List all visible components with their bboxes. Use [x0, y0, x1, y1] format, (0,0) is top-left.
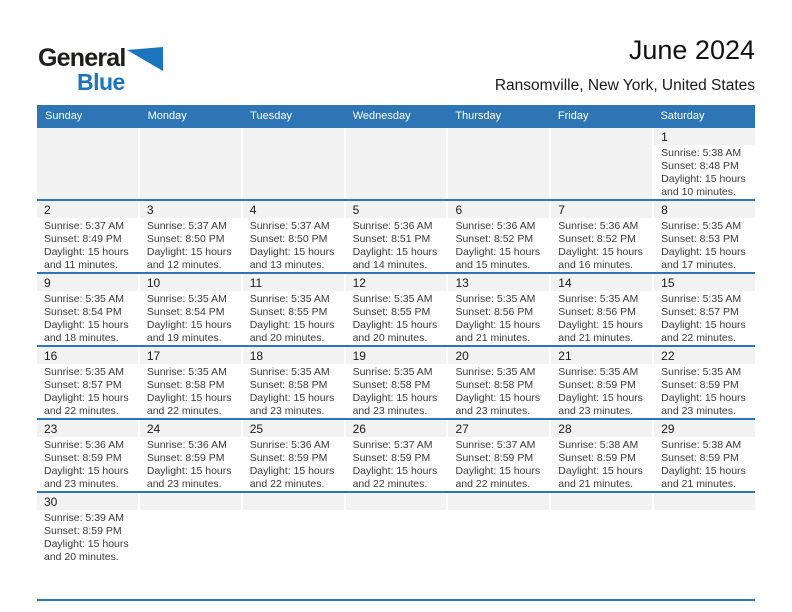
day-details: [654, 437, 755, 491]
day-number: 17: [146, 348, 161, 363]
day-cell-empty: [448, 128, 549, 199]
sunrise-text: Sunrise: 5:35 AM: [44, 366, 124, 378]
sunset-text: Sunset: 8:59 PM: [44, 452, 122, 464]
logo-text-general: General: [38, 44, 126, 72]
day-number-band: [37, 493, 138, 510]
day-number-band: [551, 128, 652, 145]
sunset-text: Sunset: 8:58 PM: [249, 379, 328, 391]
day-details: [37, 291, 138, 345]
weekday-header-monday: Monday: [147, 109, 187, 122]
daylight-text: Daylight: 15 hours: [44, 319, 129, 331]
daylight-text: and 10 minutes.: [661, 186, 736, 198]
day-cell-23[interactable]: [37, 420, 138, 491]
sunrise-text: Sunrise: 5:37 AM: [455, 439, 536, 451]
day-cell-20[interactable]: [448, 347, 549, 418]
day-cell-empty: [37, 128, 138, 199]
day-number: 16: [44, 348, 58, 363]
week-row-6: [37, 491, 755, 601]
day-details: [140, 218, 241, 272]
day-number-band: [448, 201, 549, 218]
day-number-band: [654, 420, 755, 437]
day-number-band: [654, 201, 755, 218]
daylight-text: Daylight: 15 hours: [455, 465, 541, 477]
day-number-band: [243, 493, 344, 510]
day-cell-28[interactable]: [551, 420, 652, 491]
day-cell-30[interactable]: [37, 493, 138, 599]
day-cell-6[interactable]: [448, 201, 549, 272]
logo-triangle-icon: [127, 47, 163, 78]
calendar-table: [37, 105, 755, 601]
sunset-text: Sunset: 8:59 PM: [661, 452, 739, 464]
daylight-text: and 11 minutes.: [44, 259, 118, 271]
daylight-text: Daylight: 15 hours: [146, 319, 232, 331]
day-number: 1: [661, 129, 668, 144]
weekday-header-wednesday: Wednesday: [352, 109, 411, 122]
day-details: [346, 364, 447, 418]
day-cell-25[interactable]: [243, 420, 344, 491]
sunset-text: Sunset: 8:53 PM: [661, 233, 739, 245]
sunrise-text: Sunrise: 5:35 AM: [146, 293, 227, 305]
day-number-band: [346, 274, 447, 291]
week-row-2: [37, 199, 755, 272]
day-details: [551, 437, 652, 491]
day-cell-empty: [346, 128, 447, 199]
day-cell-empty: [654, 493, 755, 599]
day-details: [448, 364, 549, 418]
week-row-1: [37, 126, 755, 199]
daylight-text: and 16 minutes.: [558, 259, 634, 271]
daylight-text: and 23 minutes.: [558, 405, 634, 417]
sunset-text: Sunset: 8:55 PM: [352, 306, 431, 318]
sunrise-text: Sunrise: 5:35 AM: [661, 293, 742, 305]
weekday-header-thursday: Thursday: [455, 109, 502, 122]
day-number: 9: [44, 275, 51, 290]
day-number: 7: [558, 202, 565, 217]
day-cell-15[interactable]: [654, 274, 755, 345]
daylight-text: and 15 minutes.: [455, 259, 531, 271]
day-cell-19[interactable]: [346, 347, 447, 418]
daylight-text: Daylight: 15 hours: [352, 319, 438, 331]
daylight-text: and 22 minutes.: [352, 478, 428, 490]
day-number-band: [140, 201, 241, 218]
sunset-text: Sunset: 8:49 PM: [44, 233, 122, 245]
day-number: 20: [455, 348, 469, 363]
daylight-text: and 22 minutes.: [455, 478, 531, 490]
day-cell-empty: [346, 493, 447, 599]
daylight-text: Daylight: 15 hours: [352, 465, 438, 477]
sunset-text: Sunset: 8:55 PM: [249, 306, 328, 318]
day-details: [448, 291, 549, 345]
sunrise-text: Sunrise: 5:35 AM: [558, 366, 639, 378]
daylight-text: Daylight: 15 hours: [44, 538, 129, 550]
day-cell-3[interactable]: [140, 201, 241, 272]
day-number-band: [37, 274, 138, 291]
daylight-text: Daylight: 15 hours: [558, 465, 643, 477]
day-number: 12: [352, 275, 366, 290]
sunrise-text: Sunrise: 5:36 AM: [558, 220, 639, 232]
sunset-text: Sunset: 8:58 PM: [352, 379, 431, 391]
sunrise-text: Sunrise: 5:36 AM: [352, 220, 433, 232]
daylight-text: and 17 minutes.: [661, 259, 736, 271]
week-row-3: [37, 272, 755, 345]
day-cell-11[interactable]: [243, 274, 344, 345]
day-cell-16[interactable]: [37, 347, 138, 418]
day-details: [654, 218, 755, 272]
day-cell-empty: [140, 493, 241, 599]
week-row-4: [37, 345, 755, 418]
daylight-text: and 20 minutes.: [249, 332, 325, 344]
day-number-band: [243, 201, 344, 218]
day-cell-8[interactable]: [654, 201, 755, 272]
sunrise-text: Sunrise: 5:36 AM: [249, 439, 330, 451]
day-number: 2: [44, 202, 51, 217]
daylight-text: and 14 minutes.: [352, 259, 428, 271]
day-number-band: [346, 493, 447, 510]
day-number-band: [243, 420, 344, 437]
sunrise-text: Sunrise: 5:35 AM: [352, 366, 433, 378]
day-number-band: [448, 420, 549, 437]
day-cell-29[interactable]: [654, 420, 755, 491]
daylight-text: Daylight: 15 hours: [249, 246, 335, 258]
daylight-text: Daylight: 15 hours: [558, 246, 643, 258]
sunset-text: Sunset: 8:58 PM: [146, 379, 225, 391]
sunset-text: Sunset: 8:59 PM: [558, 379, 636, 391]
daylight-text: Daylight: 15 hours: [661, 173, 746, 185]
day-number-band: [243, 128, 344, 145]
day-number: 13: [455, 275, 469, 290]
sunrise-text: Sunrise: 5:38 AM: [661, 147, 742, 159]
daylight-text: and 21 minutes.: [661, 478, 736, 490]
day-number-band: [551, 420, 652, 437]
day-cell-14[interactable]: [551, 274, 652, 345]
daylight-text: and 20 minutes.: [44, 551, 119, 563]
day-cell-21[interactable]: [551, 347, 652, 418]
day-details: [37, 437, 138, 491]
logo-text-blue: Blue: [77, 69, 125, 95]
day-details: [346, 291, 447, 345]
day-number: 3: [146, 202, 154, 217]
day-details: [37, 218, 138, 272]
day-number-band: [37, 128, 138, 145]
daylight-text: Daylight: 15 hours: [661, 392, 746, 404]
daylight-text: and 22 minutes.: [146, 405, 222, 417]
daylight-text: Daylight: 15 hours: [455, 319, 541, 331]
day-cell-empty: [140, 128, 241, 199]
day-cell-17[interactable]: [140, 347, 241, 418]
sunset-text: Sunset: 8:54 PM: [44, 306, 122, 318]
day-number-band: [448, 128, 549, 145]
day-number-band: [346, 347, 447, 364]
day-number: 30: [44, 494, 58, 509]
daylight-text: Daylight: 15 hours: [44, 246, 129, 258]
daylight-text: and 18 minutes.: [44, 332, 119, 344]
day-cell-10[interactable]: [140, 274, 241, 345]
sunrise-text: Sunrise: 5:35 AM: [352, 293, 433, 305]
daylight-text: Daylight: 15 hours: [661, 465, 746, 477]
daylight-text: Daylight: 15 hours: [352, 246, 438, 258]
day-cell-18[interactable]: [243, 347, 344, 418]
day-cell-5[interactable]: [346, 201, 447, 272]
day-number: 15: [661, 275, 675, 290]
day-cell-27[interactable]: [448, 420, 549, 491]
sunrise-text: Sunrise: 5:37 AM: [146, 220, 227, 232]
day-details: [140, 291, 241, 345]
sunrise-text: Sunrise: 5:35 AM: [455, 293, 536, 305]
sunset-text: Sunset: 8:54 PM: [146, 306, 225, 318]
day-number-band: [37, 201, 138, 218]
location-subtitle: Ransomville, New York, United States: [494, 76, 755, 94]
day-number-band: [37, 347, 138, 364]
sunrise-text: Sunrise: 5:36 AM: [44, 439, 124, 451]
day-number: 28: [558, 421, 572, 436]
daylight-text: Daylight: 15 hours: [249, 392, 335, 404]
sunset-text: Sunset: 8:52 PM: [455, 233, 534, 245]
day-number: 29: [661, 421, 675, 436]
day-number-band: [346, 420, 447, 437]
day-number-band: [551, 347, 652, 364]
daylight-text: and 12 minutes.: [146, 259, 222, 271]
daylight-text: Daylight: 15 hours: [146, 246, 232, 258]
day-number: 11: [249, 275, 263, 290]
daylight-text: and 22 minutes.: [249, 478, 325, 490]
sunrise-text: Sunrise: 5:36 AM: [455, 220, 536, 232]
sunrise-text: Sunrise: 5:35 AM: [146, 366, 227, 378]
day-number-band: [140, 274, 241, 291]
sunset-text: Sunset: 8:59 PM: [558, 452, 636, 464]
day-details: [243, 437, 344, 491]
day-number: 19: [352, 348, 366, 363]
daylight-text: and 22 minutes.: [44, 405, 119, 417]
daylight-text: Daylight: 15 hours: [661, 246, 746, 258]
day-number-band: [346, 201, 447, 218]
day-cell-7[interactable]: [551, 201, 652, 272]
day-details: [654, 291, 755, 345]
day-number-band: [448, 274, 549, 291]
day-number-band: [551, 201, 652, 218]
daylight-text: Daylight: 15 hours: [455, 392, 541, 404]
daylight-text: Daylight: 15 hours: [558, 392, 643, 404]
sunset-text: Sunset: 8:56 PM: [558, 306, 636, 318]
daylight-text: and 23 minutes.: [352, 405, 428, 417]
day-cell-12[interactable]: [346, 274, 447, 345]
week-row-5: [37, 418, 755, 491]
day-number: 26: [352, 421, 366, 436]
day-number-band: [140, 347, 241, 364]
day-details: [448, 437, 549, 491]
sunrise-text: Sunrise: 5:35 AM: [661, 220, 742, 232]
day-number: 25: [249, 421, 264, 436]
weekday-header-tuesday: Tuesday: [250, 109, 292, 122]
sunset-text: Sunset: 8:48 PM: [661, 160, 739, 172]
day-number-band: [448, 493, 549, 510]
day-number-band: [448, 347, 549, 364]
sunrise-text: Sunrise: 5:38 AM: [661, 439, 742, 451]
day-number: 14: [558, 275, 572, 290]
day-details: [346, 218, 447, 272]
day-number: 23: [44, 421, 58, 436]
day-number-band: [654, 128, 755, 145]
day-cell-1[interactable]: [654, 128, 755, 199]
daylight-text: and 23 minutes.: [146, 478, 222, 490]
sunset-text: Sunset: 8:59 PM: [249, 452, 328, 464]
daylight-text: and 21 minutes.: [558, 332, 634, 344]
sunset-text: Sunset: 8:50 PM: [249, 233, 328, 245]
sunset-text: Sunset: 8:58 PM: [455, 379, 534, 391]
sunrise-text: Sunrise: 5:35 AM: [455, 366, 536, 378]
daylight-text: and 21 minutes.: [558, 478, 634, 490]
day-number: 18: [249, 348, 264, 363]
daylight-text: and 23 minutes.: [44, 478, 119, 490]
day-number: 21: [558, 348, 572, 363]
day-cell-24[interactable]: [140, 420, 241, 491]
day-number: 6: [455, 202, 463, 217]
sunrise-text: Sunrise: 5:35 AM: [249, 366, 330, 378]
day-cell-26[interactable]: [346, 420, 447, 491]
sunset-text: Sunset: 8:56 PM: [455, 306, 534, 318]
day-number: 10: [146, 275, 161, 290]
day-cell-22[interactable]: [654, 347, 755, 418]
daylight-text: Daylight: 15 hours: [352, 392, 438, 404]
day-details: [551, 291, 652, 345]
daylight-text: Daylight: 15 hours: [44, 392, 129, 404]
weekday-header-friday: Friday: [557, 109, 589, 122]
day-details: [243, 218, 344, 272]
sunset-text: Sunset: 8:59 PM: [352, 452, 431, 464]
sunset-text: Sunset: 8:51 PM: [352, 233, 431, 245]
day-number-band: [654, 493, 755, 510]
sunset-text: Sunset: 8:59 PM: [661, 379, 739, 391]
daylight-text: and 23 minutes.: [455, 405, 531, 417]
daylight-text: Daylight: 15 hours: [661, 319, 746, 331]
day-details: [551, 364, 652, 418]
day-number-band: [654, 347, 755, 364]
day-number-band: [243, 274, 344, 291]
daylight-text: and 23 minutes.: [249, 405, 325, 417]
day-details: [243, 364, 344, 418]
daylight-text: Daylight: 15 hours: [455, 246, 541, 258]
day-cell-9[interactable]: [37, 274, 138, 345]
daylight-text: Daylight: 15 hours: [44, 465, 129, 477]
day-number-band: [140, 493, 241, 510]
sunset-text: Sunset: 8:52 PM: [558, 233, 636, 245]
day-details: [346, 437, 447, 491]
sunset-text: Sunset: 8:50 PM: [146, 233, 225, 245]
sunset-text: Sunset: 8:59 PM: [455, 452, 534, 464]
day-number-band: [37, 420, 138, 437]
daylight-text: Daylight: 15 hours: [249, 319, 335, 331]
day-details: [243, 291, 344, 345]
sunrise-text: Sunrise: 5:37 AM: [44, 220, 124, 232]
day-number: 24: [146, 421, 161, 436]
daylight-text: Daylight: 15 hours: [146, 465, 232, 477]
sunset-text: Sunset: 8:59 PM: [146, 452, 225, 464]
day-cell-empty: [243, 493, 344, 599]
sunset-text: Sunset: 8:57 PM: [661, 306, 739, 318]
weekday-header-saturday: Saturday: [660, 109, 705, 122]
day-cell-4[interactable]: [243, 201, 344, 272]
day-details: [448, 218, 549, 272]
sunrise-text: Sunrise: 5:35 AM: [661, 366, 742, 378]
day-details: [37, 510, 138, 564]
day-number-band: [346, 128, 447, 145]
day-details: [140, 437, 241, 491]
daylight-text: Daylight: 15 hours: [249, 465, 335, 477]
title-block: [495, 36, 755, 95]
day-cell-empty: [243, 128, 344, 199]
day-number: 5: [352, 202, 360, 217]
day-number-band: [140, 420, 241, 437]
sunrise-text: Sunrise: 5:38 AM: [558, 439, 639, 451]
sunrise-text: Sunrise: 5:39 AM: [44, 512, 124, 524]
daylight-text: and 20 minutes.: [352, 332, 428, 344]
daylight-text: Daylight: 15 hours: [146, 392, 232, 404]
day-cell-2[interactable]: [37, 201, 138, 272]
daylight-text: and 13 minutes.: [249, 259, 325, 271]
day-details: [37, 364, 138, 418]
daylight-text: and 21 minutes.: [455, 332, 531, 344]
day-details: [140, 364, 241, 418]
day-number-band: [140, 128, 241, 145]
sunrise-text: Sunrise: 5:35 AM: [44, 293, 124, 305]
day-number-band: [551, 274, 652, 291]
sunrise-text: Sunrise: 5:35 AM: [558, 293, 639, 305]
daylight-text: and 22 minutes.: [661, 332, 736, 344]
day-cell-empty: [551, 128, 652, 199]
day-number: 22: [661, 348, 675, 363]
day-number: 27: [455, 421, 469, 436]
daylight-text: and 23 minutes.: [661, 405, 736, 417]
sunrise-text: Sunrise: 5:35 AM: [249, 293, 330, 305]
day-number: 8: [661, 202, 668, 217]
day-number: 4: [249, 202, 257, 217]
general-blue-logo: [38, 46, 178, 94]
month-title: June 2024: [628, 35, 755, 65]
daylight-text: and 19 minutes.: [146, 332, 222, 344]
day-cell-13[interactable]: [448, 274, 549, 345]
sunrise-text: Sunrise: 5:37 AM: [249, 220, 330, 232]
day-number-band: [654, 274, 755, 291]
day-cell-empty: [448, 493, 549, 599]
day-details: [551, 218, 652, 272]
daylight-text: Daylight: 15 hours: [558, 319, 643, 331]
day-number-band: [551, 493, 652, 510]
day-details: [654, 145, 755, 199]
weekday-header-row: [37, 105, 755, 126]
day-details: [654, 364, 755, 418]
sunset-text: Sunset: 8:59 PM: [44, 525, 122, 537]
sunrise-text: Sunrise: 5:37 AM: [352, 439, 433, 451]
weekday-header-sunday: Sunday: [45, 109, 83, 122]
weeks: [37, 126, 755, 601]
sunrise-text: Sunrise: 5:36 AM: [146, 439, 227, 451]
day-cell-empty: [551, 493, 652, 599]
day-number-band: [243, 347, 344, 364]
sunset-text: Sunset: 8:57 PM: [44, 379, 122, 391]
